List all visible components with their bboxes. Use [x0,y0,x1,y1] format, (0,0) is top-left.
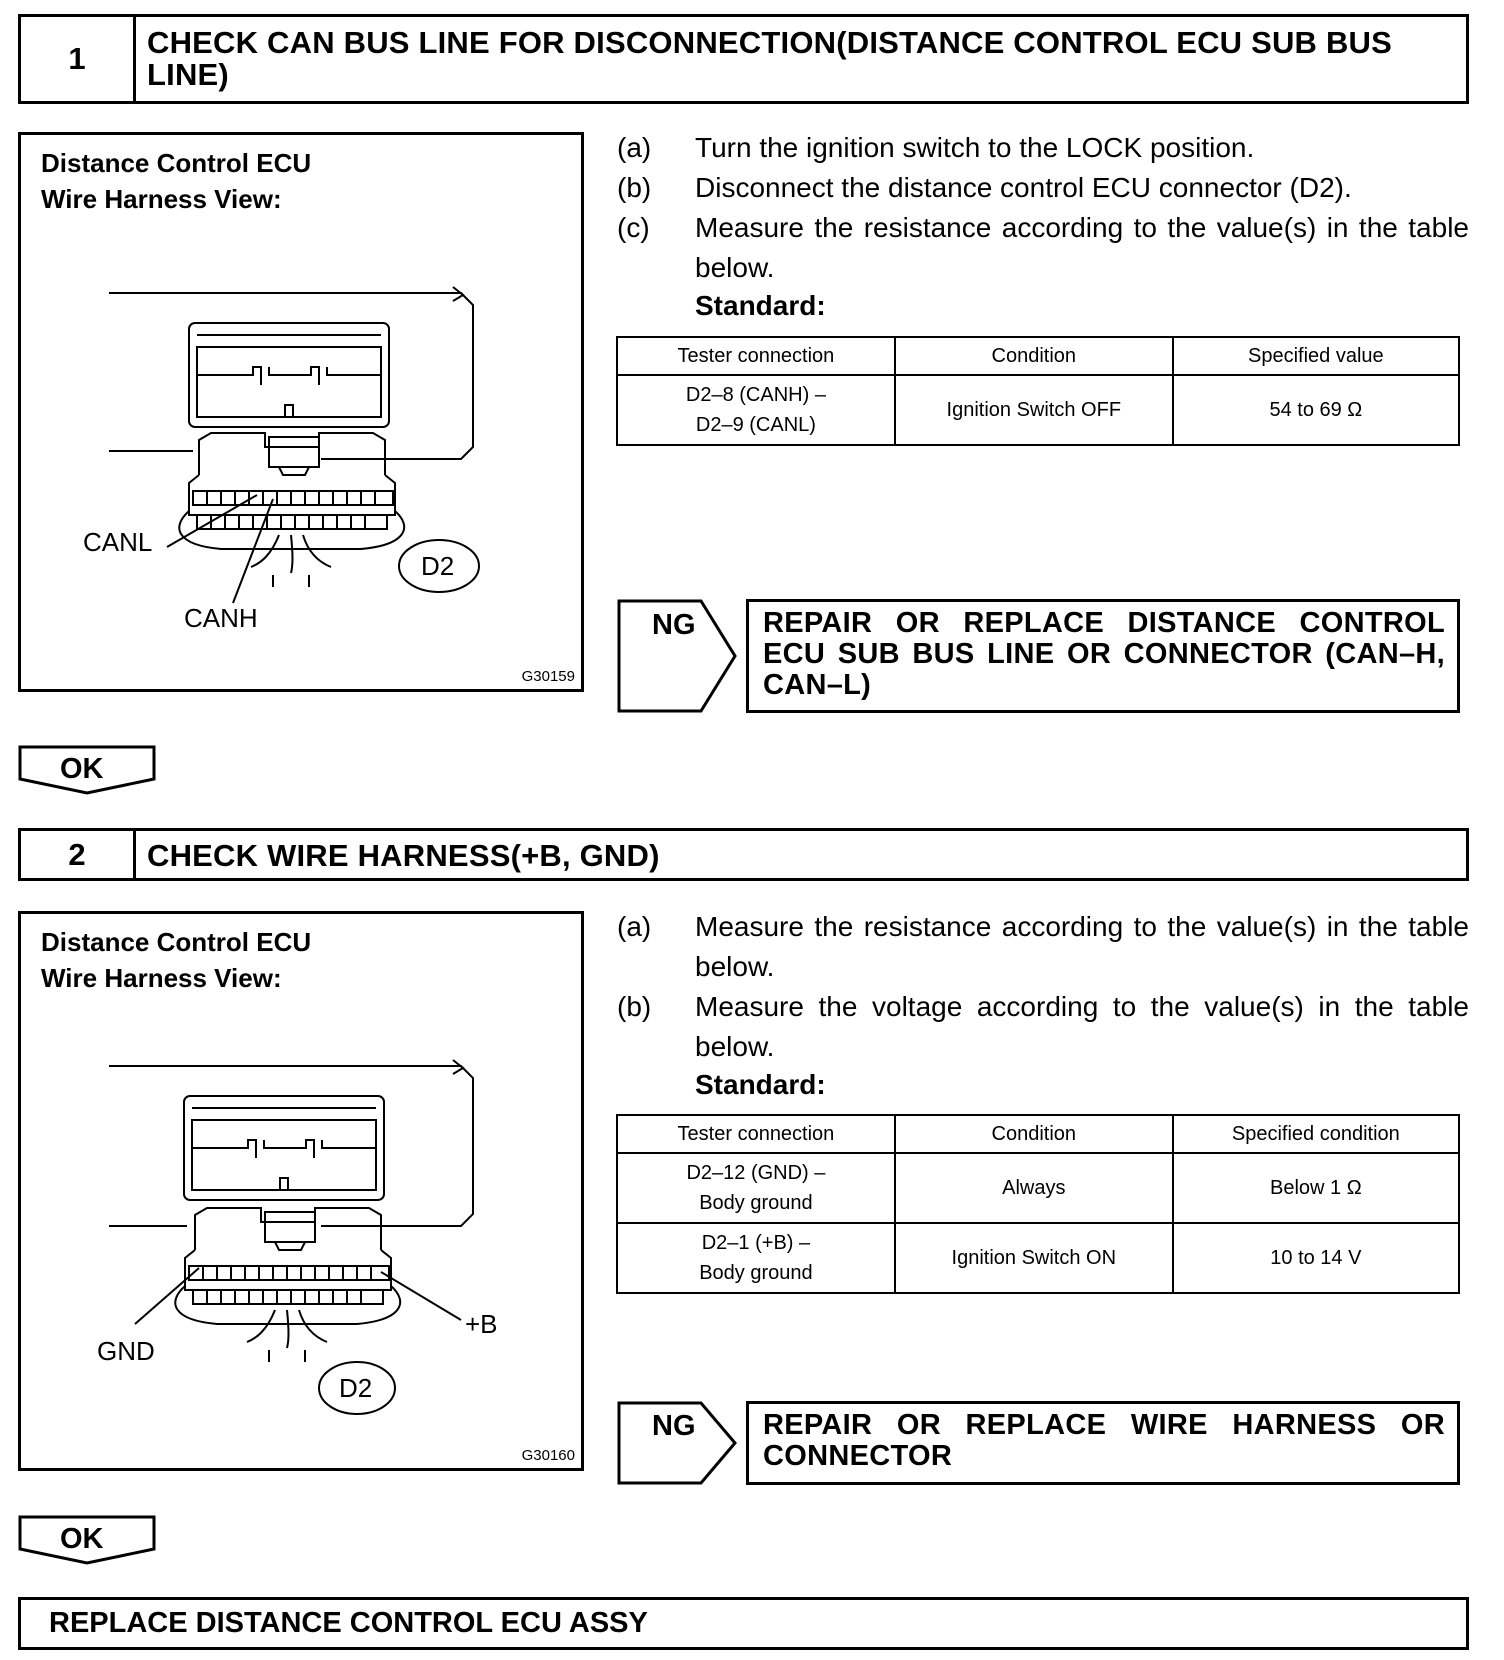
connector-label: D2 [421,551,455,581]
instruction-text: Disconnect the distance control ECU connector (D2). [695,172,1352,203]
instruction-item [617,907,1469,987]
table-header-row [617,1115,1459,1153]
ng-label: NG [652,1410,696,1442]
connection-line2: Body ground [699,1262,813,1284]
figure-title-line1: Distance Control ECU [41,927,312,957]
instruction-text: Measure the resistance according to the value(s) in the table below. [695,911,1469,982]
step1-instructions [617,128,1469,288]
figure-title-line2: Wire Harness View: [41,963,282,993]
step2-title: CHECK WIRE HARNESS(+B, GND) [147,838,660,873]
table-row [617,375,1459,445]
table-cell-condition: Ignition Switch OFF [895,375,1173,445]
table-cell-value: 54 to 69 Ω [1173,375,1459,445]
step2-ng-action: REPAIR OR REPLACE WIRE HARNESS OR CONNECTOR [746,1401,1460,1485]
label-canh: CANH [184,603,258,633]
standard-label: Standard: [695,290,826,321]
step2-header [18,828,1469,881]
step1-number: 1 [21,17,136,101]
instruction-item [617,128,1469,168]
table-cell-value: 10 to 14 V [1173,1223,1459,1293]
table-header: Tester connection [617,1115,895,1153]
instruction-text: Measure the voltage according to the value(s) in the table below. [695,991,1469,1062]
instruction-tag: (b) [617,991,652,1022]
instruction-tag: (b) [617,172,652,203]
instruction-item [617,987,1469,1067]
label-canl: CANL [83,527,153,557]
table-cell-value: Below 1 Ω [1173,1153,1459,1223]
step1-spec-table [616,336,1460,446]
table-cell-connection [617,1223,895,1293]
step2-instructions [617,907,1469,1067]
table-row [617,1153,1459,1223]
instruction-tag: (a) [617,132,652,163]
table-header: Condition [895,337,1173,375]
table-cell-connection [617,1153,895,1223]
connection-line1: D2–8 (CANH) – [685,384,826,406]
instruction-item [617,208,1469,288]
step2-figure [18,911,584,1471]
connection-line2: D2–9 (CANL) [695,414,816,436]
ok-label: OK [60,753,104,785]
instruction-text: Measure the resistance according to the value(s) in the table below. [695,212,1469,283]
figure-title-line1: Distance Control ECU [41,148,312,178]
label-gnd: GND [97,1336,155,1366]
step2-spec-table [616,1114,1460,1294]
connection-line1: D2–1 (+B) – [701,1232,811,1254]
connection-line2: Body ground [699,1192,813,1214]
final-action: REPLACE DISTANCE CONTROL ECU ASSY [18,1597,1469,1650]
instruction-tag: (c) [617,212,650,243]
table-header-row [617,337,1459,375]
connector-diagram-2 [21,914,587,1474]
table-header: Specified value [1173,337,1459,375]
connector-label: D2 [339,1373,373,1403]
ok-label: OK [60,1523,104,1555]
label-plus-b: +B [465,1309,498,1339]
figure-code: G30160 [521,1447,575,1464]
instruction-item [617,168,1469,208]
step1-ng-action: REPAIR OR REPLACE DISTANCE CONTROL ECU SUB BUS LINE OR CONNECTOR (CAN–H, CAN–L) [746,599,1460,713]
step2-number: 2 [21,831,136,878]
step1-header [18,14,1469,104]
table-header: Tester connection [617,337,895,375]
standard-label: Standard: [695,1069,826,1100]
instruction-text: Turn the ignition switch to the LOCK position. [695,132,1255,163]
table-row [617,1223,1459,1293]
figure-title-line2: Wire Harness View: [41,184,282,214]
instruction-tag: (a) [617,911,652,942]
table-header: Specified condition [1173,1115,1459,1153]
figure-code: G30159 [521,668,575,685]
table-header: Condition [895,1115,1173,1153]
connection-line1: D2–12 (GND) – [686,1162,826,1184]
table-cell-condition: Ignition Switch ON [895,1223,1173,1293]
table-cell-condition: Always [895,1153,1173,1223]
ng-label: NG [652,609,696,641]
step1-title: CHECK CAN BUS LINE FOR DISCONNECTION(DISTANCE CONTROL ECU SUB BUS LINE) [147,25,1392,92]
step1-figure [18,132,584,692]
connector-diagram-1 [21,135,587,695]
table-cell-connection [617,375,895,445]
